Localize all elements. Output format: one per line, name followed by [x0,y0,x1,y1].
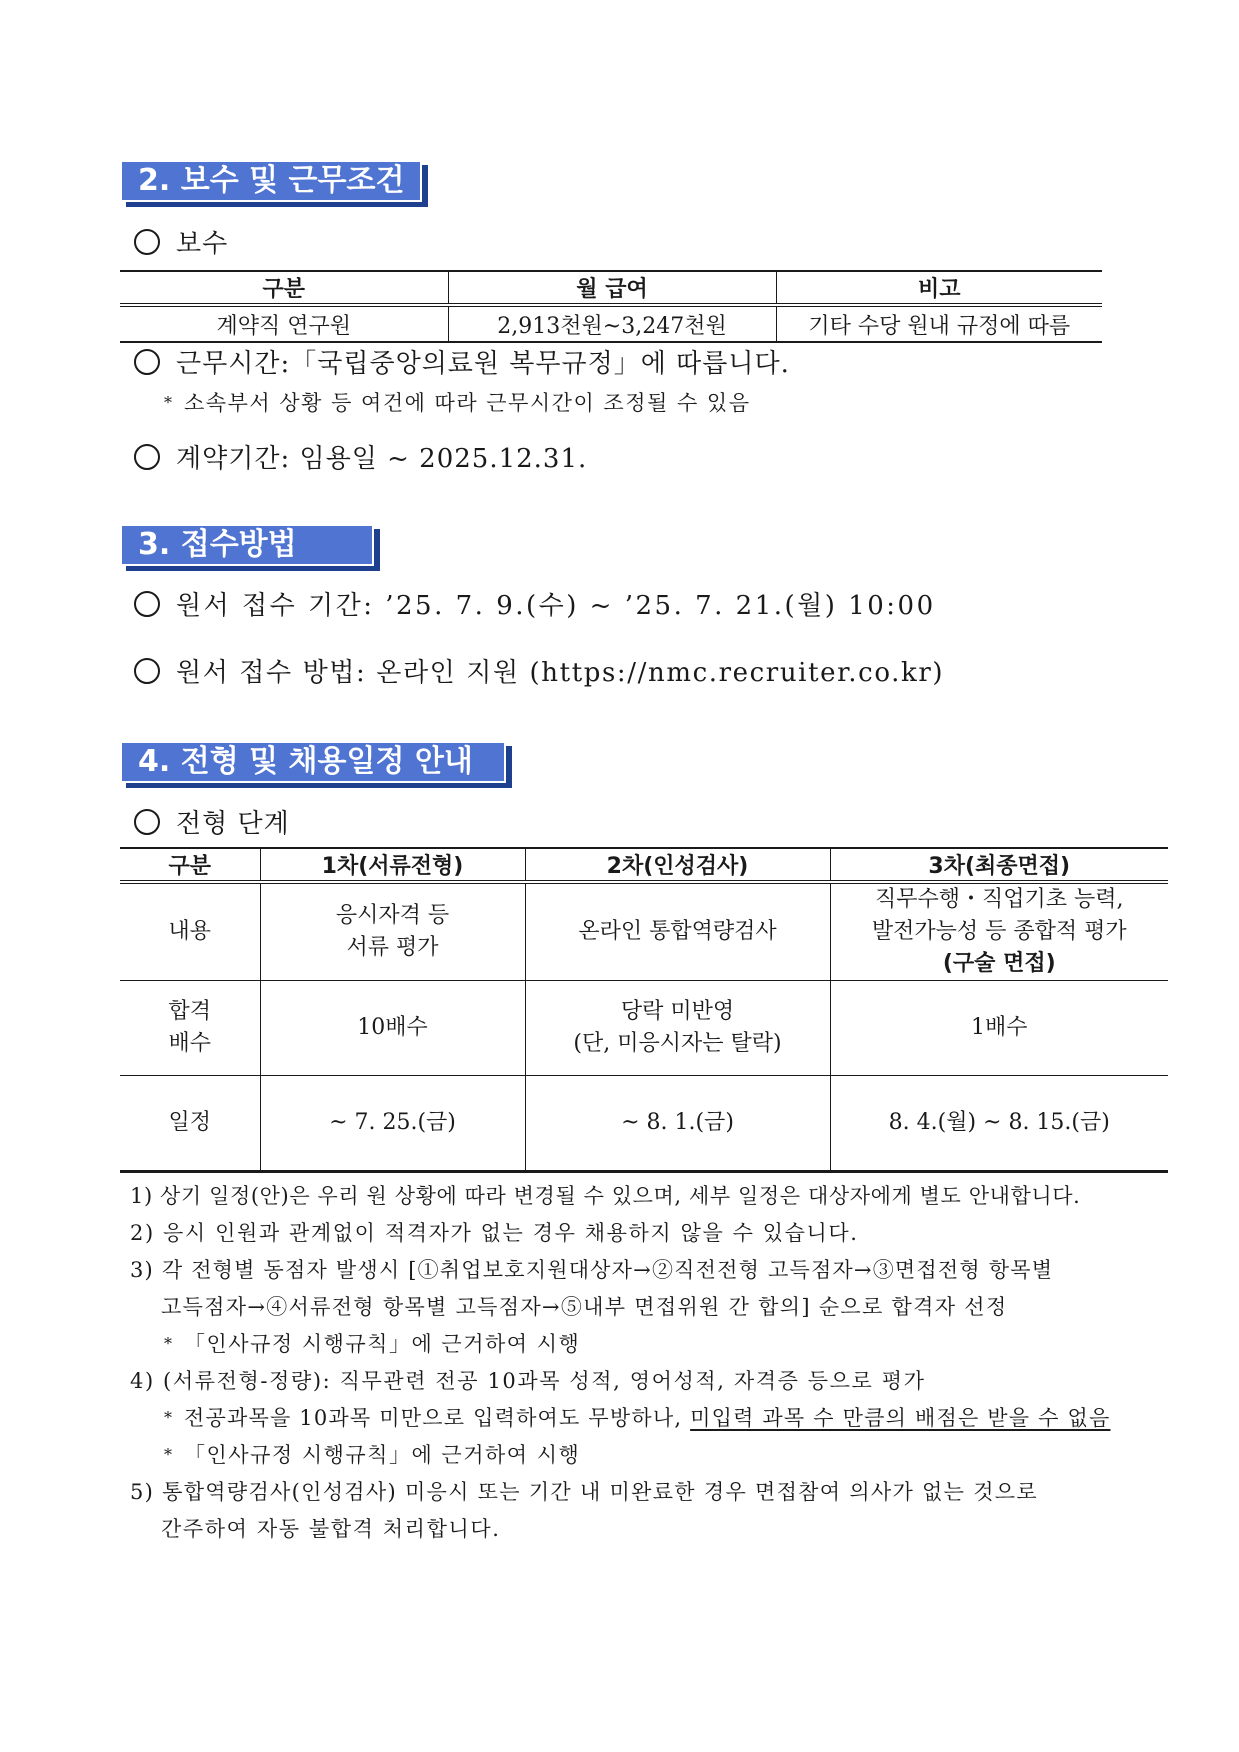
section-2-header [120,160,422,202]
table-row [120,305,1102,342]
stage-header-1: 1차(서류전형) [260,848,525,882]
footnote-3-line-2: 고득점자→④서류전형 항목별 고득점자→⑤내부 면접위원 간 합의] 순으로 합격자 선정 [161,1295,1008,1319]
multiplier-stage-2: 당락 미반영 (단, 미응시자는 탈락) [525,981,830,1076]
application-period: 원서 접수 기간: ’25. 7. 9.(수) ~ ’25. 7. 21.(월) 10:00 [134,585,936,622]
footnote-1: 1) 상기 일정(안)은 우리 원 상황에 따라 변경될 수 있으며, 세부 일정은 대상자에게 별도 안내합니다. [130,1184,1081,1208]
content-stage-1: 응시자격 등 서류 평가 [260,882,525,981]
circle-bullet-icon [134,444,160,470]
section-4-header [120,741,506,783]
row-label-content: 내용 [120,882,260,981]
section-2-title: 2. 보수 및 근무조건 [120,160,422,202]
application-method: 원서 접수 방법: 온라인 지원 (https://nmc.recruiter.co.kr) [134,652,944,689]
footnote-3-line-1: 3) 각 전형별 동점자 발생시 [①취업보호지원대상자→②직전전형 고득점자→③면접전형 항목별 [130,1258,1054,1282]
circle-bullet-icon [134,591,160,617]
stage-header-category: 구분 [120,848,260,882]
pay-table [120,270,1102,343]
table-row [120,882,1168,981]
footnote-5-line-1: 5) 통합역량검사(인성검사) 미응시 또는 기간 내 미완료한 경우 면접참여 의사가 없는 것으로 [130,1480,1038,1504]
footnote-5-line-2: 간주하여 자동 불합격 처리합니다. [161,1517,501,1541]
asterisk-icon: * [164,1445,174,1464]
footnote-4-note-1: * 전공과목을 10과목 미만으로 입력하여도 무방하나, 미입력 과목 수 만큼의 배점은 받을 수 없음 [164,1406,1111,1430]
section-3-title: 3. 접수방법 [120,524,374,566]
row-label-schedule: 일정 [120,1076,260,1172]
contract-period: 계약기간: 임용일 ~ 2025.12.31. [134,438,587,475]
section-4-title: 4. 전형 및 채용일정 안내 [120,741,506,783]
table-row [120,981,1168,1076]
schedule-stage-2: ~ 8. 1.(금) [525,1076,830,1172]
schedule-stage-3: 8. 4.(월) ~ 8. 15.(금) [830,1076,1168,1172]
circle-bullet-icon [134,349,160,375]
footnote-3-note: * 「인사규정 시행규칙」에 근거하여 시행 [164,1332,581,1356]
stage-heading: 전형 단계 [134,803,290,840]
pay-cell-note: 기타 수당 원내 규정에 따름 [776,305,1102,342]
stage-table [120,847,1168,1173]
pay-header-note: 비고 [776,271,1102,305]
pay-header-category: 구분 [120,271,448,305]
work-hours: 근무시간:「국립중앙의료원 복무규정」에 따릅니다. [134,343,790,380]
row-label-multiplier: 합격 배수 [120,981,260,1076]
multiplier-stage-1: 10배수 [260,981,525,1076]
section-3-header [120,524,374,566]
pay-cell-salary: 2,913천원~3,247천원 [448,305,776,342]
underlined-text: 미입력 과목 수 만큼의 배점은 받을 수 없음 [690,1406,1111,1430]
circle-bullet-icon [134,229,160,255]
pay-heading: 보수 [134,223,228,260]
circle-bullet-icon [134,809,160,835]
footnote-4: 4) (서류전형-정량): 직무관련 전공 10과목 성적, 영어성적, 자격증 등으로 평가 [130,1369,926,1393]
asterisk-icon: * [164,393,174,412]
stage-header-3: 3차(최종면접) [830,848,1168,882]
table-row [120,1076,1168,1172]
circle-bullet-icon [134,658,160,684]
content-stage-3: 직무수행・직업기초 능력, 발전가능성 등 종합적 평가 (구술 면접) [830,882,1168,981]
stage-header-2: 2차(인성검사) [525,848,830,882]
work-hours-note: * 소속부서 상황 등 여건에 따라 근무시간이 조정될 수 있음 [164,391,751,415]
footnote-4-note-2: * 「인사규정 시행규칙」에 근거하여 시행 [164,1443,581,1467]
asterisk-icon: * [164,1334,174,1353]
content-stage-2: 온라인 통합역량검사 [525,882,830,981]
footnote-2: 2) 응시 인원과 관계없이 적격자가 없는 경우 채용하지 않을 수 있습니다. [130,1221,859,1245]
pay-header-salary: 월 급여 [448,271,776,305]
pay-cell-category: 계약직 연구원 [120,305,448,342]
multiplier-stage-3: 1배수 [830,981,1168,1076]
schedule-stage-1: ~ 7. 25.(금) [260,1076,525,1172]
asterisk-icon: * [164,1408,174,1427]
